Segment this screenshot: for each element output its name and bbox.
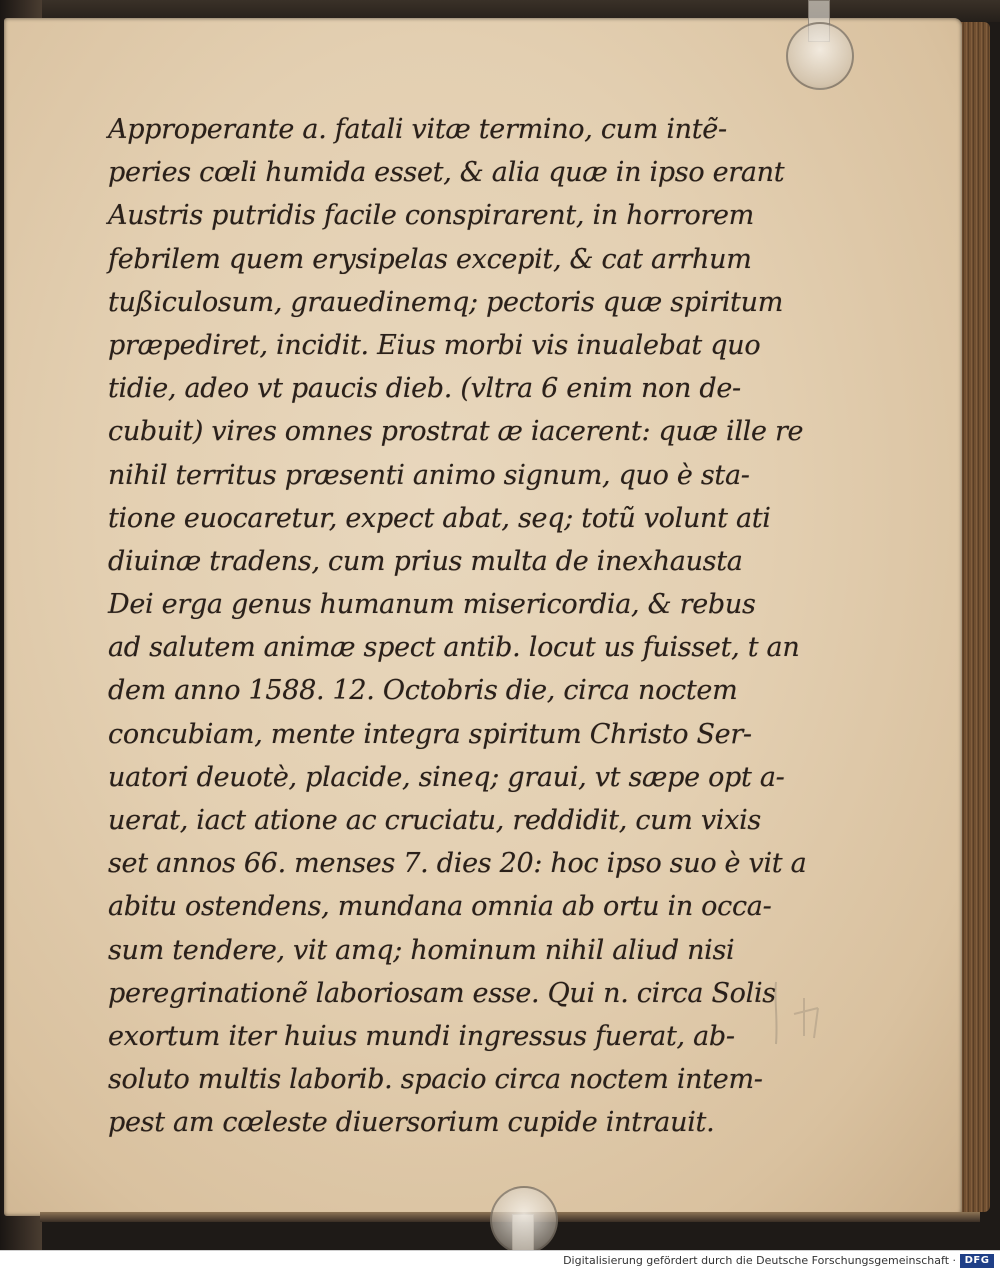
text-line: febrilem quem erysipelas excepit, & cat arrhum	[108, 243, 752, 275]
text-line: diuinæ tradens, cum prius multa de inexhausta	[108, 545, 743, 577]
text-line: abitu ostendens, mundana omnia ab ortu in occa-	[108, 891, 772, 923]
text-line: peregrinationẽ laboriosam esse. Qui n. circa Solis	[108, 977, 776, 1009]
page-text-block	[108, 108, 807, 1145]
text-line: tußiculosum, grauedinemq; pectoris quæ spiritum	[108, 286, 783, 318]
digitization-footer	[0, 1250, 1000, 1271]
dfg-logo: DFG	[960, 1254, 994, 1268]
pencil-margin-mark	[770, 978, 840, 1048]
text-line: pest am cœleste diuersorium cupide intrauit.	[108, 1107, 715, 1139]
text-line: uatori deuotè, placide, sineq; graui, vt sæpe opt a-	[108, 761, 785, 793]
funding-credit: Digitalisierung gefördert durch die Deutsche Forschungsgemeinschaft ·	[563, 1254, 956, 1267]
clip-top	[786, 22, 854, 90]
text-line: Dei erga genus humanum misericordia, & rebus	[108, 589, 756, 621]
text-line: ad salutem animæ spect antib. locut us fuisset, t an	[108, 632, 800, 664]
text-line: tione euocaretur, expect abat, seq; totũ volunt ati	[108, 502, 771, 534]
text-line: set annos 66. menses 7. dies 20: hoc ipso suo è vit a	[108, 848, 807, 880]
text-line: exortum iter huius mundi ingressus fuerat, ab-	[108, 1020, 735, 1052]
clip-bottom	[490, 1186, 558, 1254]
text-line: concubiam, mente integra spiritum Christo Ser-	[108, 718, 752, 750]
text-line: sum tendere, vit amq; hominum nihil aliud nisi	[108, 934, 735, 966]
text-line: soluto multis laborib. spacio circa noctem intem-	[108, 1064, 763, 1096]
text-line: cubuit) vires omnes prostrat æ iacerent: quæ ille re	[108, 416, 804, 448]
text-line: peries cœli humida esset, & alia quæ in ipso erant	[108, 157, 785, 189]
text-line: dem anno 1588. 12. Octobris die, circa noctem	[108, 675, 738, 707]
text-line: tidie, adeo vt paucis dieb. (vltra 6 enim non de-	[108, 373, 741, 405]
text-line: nihil territus præsenti animo signum, quo è sta-	[108, 459, 750, 491]
text-line: Approperante a. fatali vitæ termino, cum intẽ-	[108, 114, 727, 145]
text-line: uerat, iact atione ac cruciatu, reddidit, cum vixis	[108, 805, 761, 836]
text-line: præpediret, incidit. Eius morbi vis inualebat quo	[108, 329, 761, 361]
page-stack-edges	[960, 22, 990, 1212]
text-line: Austris putridis facile conspirarent, in horrorem	[108, 200, 754, 232]
